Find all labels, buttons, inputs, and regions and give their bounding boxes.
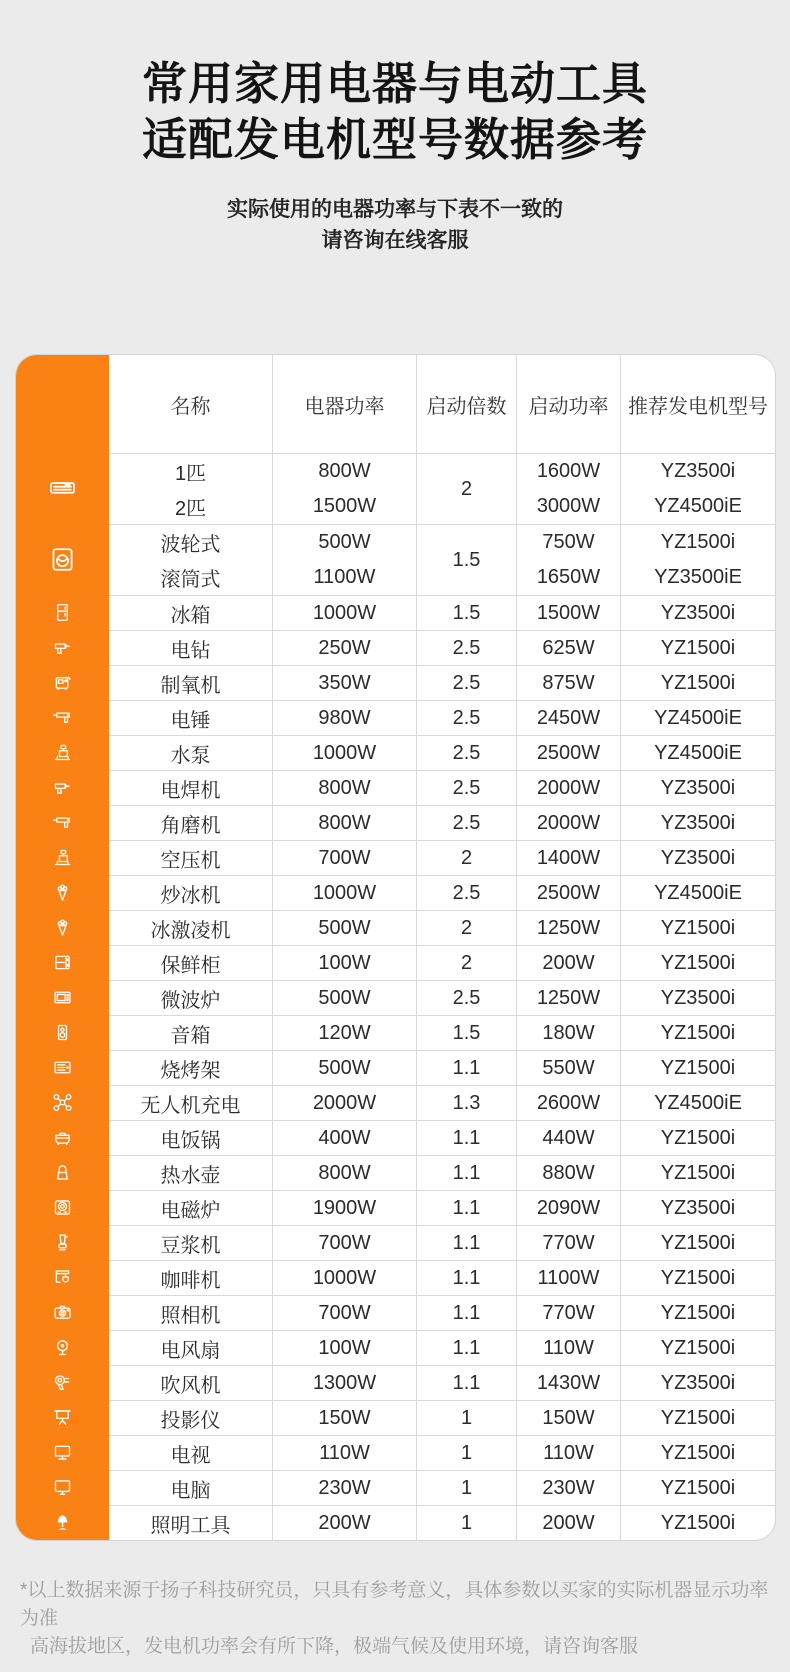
column-header-3: 启动功率 [517,355,621,453]
model-value: YZ3500i [660,460,736,482]
model-cell: YZ1500i [660,1476,736,1499]
power-cell: 100W [273,1331,417,1365]
appliance-row-冰激凌机 [109,910,775,945]
name-cell: 空压机 [109,841,273,875]
multiplier-cell: 2 [417,454,517,524]
grill-icon [16,1050,109,1085]
start_power-cell: 2500W [517,876,621,910]
appliance-row-咖啡机 [109,1260,775,1295]
start_power-cell: 625W [517,631,621,665]
multiplier-cell: 1.1 [417,1366,517,1400]
induction-cooker-icon [16,1190,109,1225]
power-value: 500W [318,531,371,553]
appliance-row-波轮式 [109,524,775,595]
camera-icon [16,1295,109,1330]
power-value: 800W [318,460,371,482]
kettle-icon [16,1155,109,1190]
start_power-cell: 1500W [517,596,621,630]
appliance-row-电脑 [109,1470,775,1505]
model-cell: YZ3500i [660,1196,736,1219]
name-cell: 无人机充电 [109,1086,273,1120]
start_power-cell: 875W [517,666,621,700]
model-cell: YZ1500i [660,636,736,659]
start_power-value: 750W [542,531,595,553]
start_power-cell: 200W [517,946,621,980]
name-cell: 微波炉 [109,981,273,1015]
appliance-row-无人机充电 [109,1085,775,1120]
power-value: 1500W [312,495,377,517]
appliance-row-保鲜柜 [109,945,775,980]
appliance-row-电风扇 [109,1330,775,1365]
name-cell: 投影仪 [109,1401,273,1435]
footnote [20,1577,774,1661]
start_power-cell: 770W [517,1226,621,1260]
multiplier-cell: 2.5 [417,981,517,1015]
start_power-cell: 1400W [517,841,621,875]
power-value: 1100W [313,566,376,588]
icon-column-header-spacer [16,355,109,453]
multiplier-cell: 1.1 [417,1226,517,1260]
power-cell: 800W [273,771,417,805]
power-cell: 500W [273,911,417,945]
power-cell: 500W [273,1051,417,1085]
power-cell: 150W [273,1401,417,1435]
name-cell [109,454,273,524]
start_power-cell: 200W [517,1506,621,1540]
start_power-cell: 1430W [517,1366,621,1400]
multiplier-cell: 2 [417,841,517,875]
appliance-row-电钻 [109,630,775,665]
speaker-icon [16,1015,109,1050]
appliance-row-豆浆机 [109,1225,775,1260]
table-header-row [109,355,775,453]
model-value: YZ3500iE [654,566,742,588]
multiplier-cell: 1 [417,1436,517,1470]
start_power-cell: 180W [517,1016,621,1050]
name-cell: 电焊机 [109,771,273,805]
column-header-0: 名称 [109,355,273,453]
start_power-cell: 2000W [517,771,621,805]
power-cell: 110W [273,1436,417,1470]
ice-cream-machine-icon [16,910,109,945]
lamp-icon [16,1505,109,1540]
name-cell: 电锤 [109,701,273,735]
start_power-value: 3000W [536,495,601,517]
power-cell: 1000W [273,596,417,630]
multiplier-cell: 2.5 [417,876,517,910]
tv-icon [16,1435,109,1470]
name-cell: 吹风机 [109,1366,273,1400]
appliance-row-电焊机 [109,770,775,805]
power-cell: 1000W [273,736,417,770]
power-cell: 350W [273,666,417,700]
name-cell: 冰箱 [109,596,273,630]
name-cell: 制氧机 [109,666,273,700]
multiplier-cell: 2.5 [417,806,517,840]
appliance-generator-table [15,354,776,1541]
multiplier-cell: 1.1 [417,1051,517,1085]
start_power-cell: 1250W [517,981,621,1015]
model-cell: YZ1500i [660,1021,736,1044]
power-cell: 230W [273,1471,417,1505]
coffee-machine-icon [16,1260,109,1295]
refrigerator-icon [16,595,109,630]
model-cell: YZ1500i [660,1406,736,1429]
electric-fan-icon [16,1330,109,1365]
page-title [0,0,790,168]
multiplier-cell: 1 [417,1401,517,1435]
multiplier-cell: 1.5 [417,1016,517,1050]
model-cell: YZ4500iE [654,706,742,729]
column-header-1: 电器功率 [273,355,417,453]
name-cell: 咖啡机 [109,1261,273,1295]
start_power-cell: 110W [517,1436,621,1470]
model-value: YZ4500iE [654,495,742,517]
power-cell: 700W [273,841,417,875]
water-pump-icon [16,735,109,770]
start_power-value: 1650W [536,566,601,588]
rice-cooker-icon [16,1120,109,1155]
name-cell: 电视 [109,1436,273,1470]
start_power-cell: 880W [517,1156,621,1190]
multiplier-cell: 1.1 [417,1156,517,1190]
model-cell: YZ1500i [660,1231,736,1254]
table-main-column [109,355,775,1540]
name-cell: 热水壶 [109,1156,273,1190]
model-cell: YZ1500i [660,671,736,694]
washing-machine-icon [16,524,109,595]
power-cell: 200W [273,1506,417,1540]
power-cell: 1900W [273,1191,417,1225]
model-cell: YZ1500i [660,1511,736,1534]
name-cell: 烧烤架 [109,1051,273,1085]
multiplier-cell: 1.1 [417,1121,517,1155]
multiplier-cell: 2.5 [417,666,517,700]
appliance-row-微波炉 [109,980,775,1015]
appliance-row-制氧机 [109,665,775,700]
model-cell: YZ3500i [660,986,736,1009]
name-cell: 炒冰机 [109,876,273,910]
power-cell [273,525,417,595]
model-cell: YZ1500i [660,1266,736,1289]
appliance-row-吹风机 [109,1365,775,1400]
microwave-icon [16,980,109,1015]
power-cell: 700W [273,1226,417,1260]
name-cell: 保鲜柜 [109,946,273,980]
start_power-cell: 2600W [517,1086,621,1120]
appliance-row-1匹 [109,453,775,524]
model-cell: YZ1500i [660,1056,736,1079]
footnote-line1: *以上数据来源于扬子科技研究员，只具有参考意义，具体参数以买家的实际机器显示功率为准 [20,1580,769,1629]
soymilk-blender-icon [16,1225,109,1260]
name-cell: 电饭锅 [109,1121,273,1155]
start_power-cell [517,525,621,595]
footnote-line2: 高海拔地区，发电机功率会有所下降，极端气候及使用环境，请咨询客服 [30,1636,639,1657]
appliance-row-音箱 [109,1015,775,1050]
start_power-cell: 550W [517,1051,621,1085]
column-header-2: 启动倍数 [417,355,517,453]
icon-column [16,355,109,1540]
page-subtitle [0,194,790,256]
model-value: YZ1500i [660,531,736,553]
air-conditioner-icon [16,453,109,524]
multiplier-cell: 1.5 [417,596,517,630]
multiplier-cell: 2 [417,946,517,980]
model-cell: YZ1500i [660,951,736,974]
appliance-row-热水壶 [109,1155,775,1190]
multiplier-cell: 2 [417,911,517,945]
column-header-4: 推荐发电机型号 [628,395,768,418]
model-cell: YZ3500i [660,1371,736,1394]
air-compressor-icon [16,840,109,875]
appliance-row-电饭锅 [109,1120,775,1155]
appliance-row-炒冰机 [109,875,775,910]
power-cell: 2000W [273,1086,417,1120]
projector-icon [16,1400,109,1435]
name-cell: 照相机 [109,1296,273,1330]
name-cell: 电磁炉 [109,1191,273,1225]
hammer-drill-icon [16,700,109,735]
multiplier-cell: 1.1 [417,1331,517,1365]
appliance-row-电锤 [109,700,775,735]
power-cell: 400W [273,1121,417,1155]
model-cell [621,525,775,595]
multiplier-cell: 1 [417,1506,517,1540]
multiplier-cell: 1.3 [417,1086,517,1120]
model-cell: YZ1500i [660,916,736,939]
power-cell: 800W [273,806,417,840]
name-value: 1匹 [174,463,207,485]
drone-icon [16,1085,109,1120]
model-cell: YZ4500iE [654,881,742,904]
name-cell: 照明工具 [109,1506,273,1540]
power-cell: 1000W [273,1261,417,1295]
page-title-line2: 适配发电机型号数据参考 [141,114,648,165]
multiplier-cell: 1.5 [417,525,517,595]
power-cell: 1300W [273,1366,417,1400]
power-cell: 100W [273,946,417,980]
name-cell [109,525,273,595]
computer-icon [16,1470,109,1505]
multiplier-cell: 1.1 [417,1191,517,1225]
name-cell: 冰激凌机 [109,911,273,945]
model-cell: YZ1500i [660,1161,736,1184]
electric-drill-icon [16,630,109,665]
name-cell: 角磨机 [109,806,273,840]
welder-icon [16,770,109,805]
model-cell: YZ3500i [660,811,736,834]
power-cell [273,454,417,524]
model-cell: YZ1500i [660,1301,736,1324]
model-cell: YZ1500i [660,1441,736,1464]
start_power-cell: 230W [517,1471,621,1505]
start_power-cell: 1100W [517,1261,621,1295]
multiplier-cell: 1.1 [417,1296,517,1330]
model-cell: YZ3500i [660,846,736,869]
model-cell: YZ1500i [660,1126,736,1149]
start_power-cell: 2000W [517,806,621,840]
start_power-value: 1600W [536,460,601,482]
appliance-row-投影仪 [109,1400,775,1435]
multiplier-cell: 2.5 [417,701,517,735]
appliance-row-角磨机 [109,805,775,840]
power-cell: 800W [273,1156,417,1190]
name-value: 滚筒式 [160,569,221,591]
start_power-cell: 150W [517,1401,621,1435]
start_power-cell: 2450W [517,701,621,735]
start_power-cell: 2500W [517,736,621,770]
multiplier-cell: 2.5 [417,771,517,805]
appliance-row-电视 [109,1435,775,1470]
model-cell: YZ3500i [660,601,736,624]
power-cell: 250W [273,631,417,665]
appliance-row-照明工具 [109,1505,775,1540]
name-value: 2匹 [174,498,207,520]
start_power-cell: 2090W [517,1191,621,1225]
model-cell: YZ4500iE [654,741,742,764]
appliance-row-冰箱 [109,595,775,630]
power-cell: 700W [273,1296,417,1330]
name-cell: 豆浆机 [109,1226,273,1260]
name-cell: 电风扇 [109,1331,273,1365]
model-cell: YZ3500i [660,776,736,799]
model-cell [621,454,775,524]
start_power-cell: 110W [517,1331,621,1365]
appliance-row-照相机 [109,1295,775,1330]
page-subtitle-line2: 请咨询在线客服 [321,229,469,252]
oxygen-machine-icon [16,665,109,700]
ice-maker-icon [16,875,109,910]
multiplier-cell: 2.5 [417,631,517,665]
multiplier-cell: 1.1 [417,1261,517,1295]
page-title-line1: 常用家用电器与电动工具 [141,58,648,109]
page-subtitle-line1: 实际使用的电器功率与下表不一致的 [227,198,563,221]
appliance-row-水泵 [109,735,775,770]
appliance-row-电磁炉 [109,1190,775,1225]
appliance-row-空压机 [109,840,775,875]
multiplier-cell: 1 [417,1471,517,1505]
name-cell: 音箱 [109,1016,273,1050]
start_power-cell: 1250W [517,911,621,945]
start_power-cell [517,454,621,524]
model-cell: YZ4500iE [654,1091,742,1114]
name-cell: 水泵 [109,736,273,770]
angle-grinder-icon [16,805,109,840]
start_power-cell: 440W [517,1121,621,1155]
multiplier-cell: 2.5 [417,736,517,770]
power-cell: 500W [273,981,417,1015]
power-cell: 120W [273,1016,417,1050]
name-cell: 电脑 [109,1471,273,1505]
name-cell: 电钻 [109,631,273,665]
name-value: 波轮式 [160,534,221,556]
hair-dryer-icon [16,1365,109,1400]
model-cell: YZ1500i [660,1336,736,1359]
start_power-cell: 770W [517,1296,621,1330]
fresh-cabinet-icon [16,945,109,980]
power-cell: 980W [273,701,417,735]
appliance-row-烧烤架 [109,1050,775,1085]
power-cell: 1000W [273,876,417,910]
